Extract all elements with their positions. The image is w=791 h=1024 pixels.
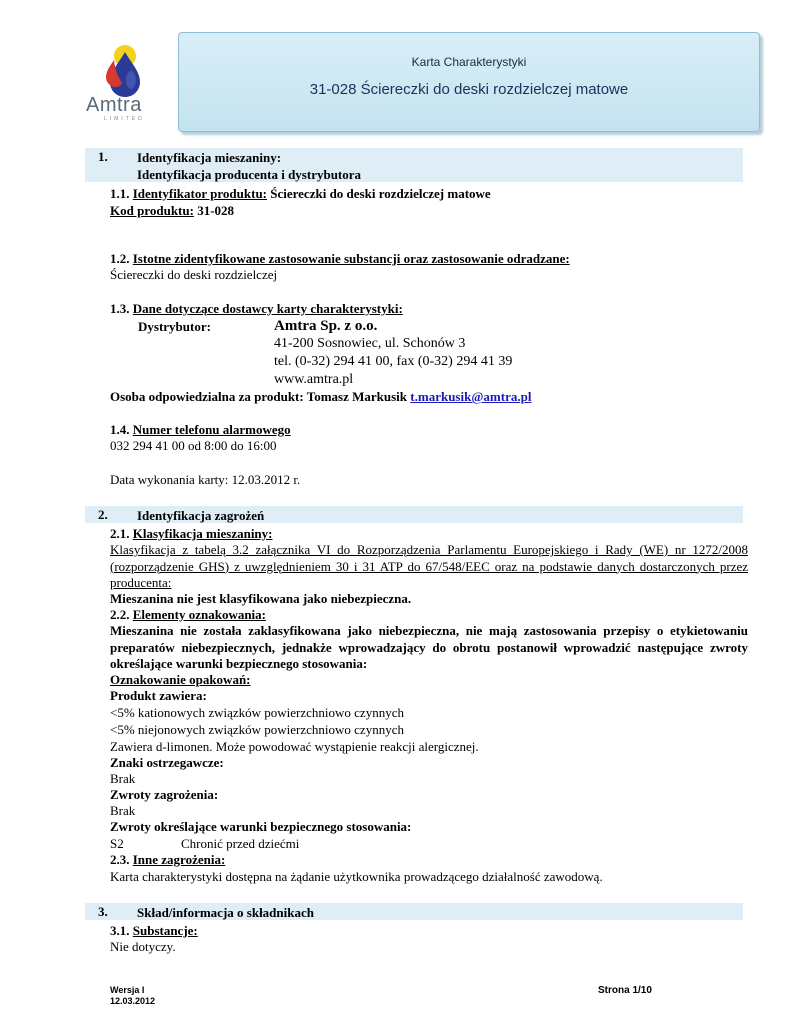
warning-signs-value: Brak (110, 771, 136, 786)
section-3-header (85, 903, 743, 920)
substances-value: Nie dotyczy. (110, 939, 176, 954)
sheet-date: Data wykonania karty: 12.03.2012 r. (110, 472, 301, 487)
footer-version: Wersja I (110, 985, 145, 995)
contains-label: Produkt zawiera: (110, 688, 207, 703)
classification-label: 2.1. Klasyfikacja mieszaniny: (110, 526, 273, 541)
amtra-logo (86, 42, 160, 122)
section-1-header (85, 148, 743, 182)
distributor-label: Dystrybutor: (138, 319, 211, 334)
risk-phrases-label: Zwroty zagrożenia: (110, 787, 219, 802)
contains-item: <5% niejonowych związków powierzchniowo czynnych (110, 722, 404, 737)
document-type: Karta Charakterystyki (411, 55, 527, 69)
identified-uses-value: Ściereczki do deski rozdzielczej (110, 267, 278, 282)
section-number: 1. (98, 149, 108, 164)
warning-signs-label: Znaki ostrzegawcze: (110, 755, 224, 770)
section-title: Skład/informacja o składnikach (137, 905, 314, 920)
emergency-phone-label: 1.4. Numer telefonu alarmowego (110, 422, 291, 437)
safety-phrase-code: S2 (110, 836, 124, 851)
section-number: 3. (98, 904, 108, 919)
other-hazards-text: Karta charakterystyki dostępna na żądanie użytkownika prowadzącego działalność zawodową. (110, 869, 603, 884)
section-number: 2. (98, 507, 108, 522)
safety-phrase-text: Chronić przed dziećmi (181, 836, 300, 851)
logo-subtext: LIMITED (104, 116, 145, 122)
document-header (178, 32, 760, 132)
label-elements-label: 2.2. Elementy oznakowania: (110, 607, 266, 622)
risk-phrases-value: Brak (110, 803, 136, 818)
distributor-phone: tel. (0-32) 294 41 00, fax (0-32) 294 41 39 (274, 354, 513, 369)
footer-page-number: Strona 1/10 (598, 985, 652, 996)
label-elements-text: Mieszanina nie została zaklasyfikowana jako niebezpieczna, nie mają zastosowania przepisy o etykietowaniu preparatów niebezpiecznych, jednakże wprowadzający do obrotu postanowił wprowadzić następujące zwroty określające warunki bezpiecznego stosowania: (110, 623, 748, 671)
section-title: Identyfikacja mieszaniny: Identyfikacja producenta i dystrybutora (137, 150, 362, 182)
document-title: 31-028 Ściereczki do deski rozdzielczej matowe (309, 81, 629, 98)
distributor-name: Amtra Sp. z o.o. (274, 318, 378, 334)
contains-item: <5% kationowych związków powierzchniowo czynnych (110, 705, 404, 720)
distributor-address: 41-200 Sosnowiec, ul. Schonów 3 (274, 336, 466, 351)
classification-result: Mieszanina nie jest klasyfikowana jako niebezpieczna. (110, 591, 412, 606)
identified-uses-label: 1.2. Istotne zidentyfikowane zastosowanie substancji oraz zastosowanie odradzane: (110, 251, 570, 266)
safety-phrases-label: Zwroty określające warunki bezpiecznego stosowania: (110, 819, 412, 834)
packaging-label: Oznakowanie opakowań: (110, 672, 251, 687)
distributor-website: www.amtra.pl (274, 372, 354, 387)
contains-item: Zawiera d-limonen. Może powodować wystąpienie reakcji alergicznej. (110, 739, 479, 754)
product-code: Kod produktu: 31-028 (110, 203, 235, 218)
responsible-email-link[interactable]: t.markusik@amtra.pl (410, 389, 532, 404)
classification-text: Klasyfikacja z tabelą 3.2 załącznika VI do Rozporządzenia Parlamentu Europejskiego i Rady (WE) nr 1272/2008 (rozporządzenie GHS) z uwzględnieniem 30 i 31 ATP do 67/548/EEC oraz na podstawie danych dostarczonych przez producenta: (110, 542, 748, 590)
section-title: Identyfikacja zagrożeń (137, 508, 265, 523)
substances-label: 3.1. Substancje: (110, 923, 198, 938)
supplier-details-label: 1.3. Dane dotyczące dostawcy karty charakterystyki: (110, 301, 403, 316)
responsible-person: Osoba odpowiedzialna za produkt: Tomasz Markusik t.markusik@amtra.pl (110, 389, 532, 404)
product-identifier: 1.1. Identyfikator produktu: Ściereczki do deski rozdzielczej matowe (110, 186, 491, 201)
emergency-phone-value: 032 294 41 00 od 8:00 do 16:00 (110, 438, 277, 453)
footer-date: 12.03.2012 (110, 996, 156, 1006)
other-hazards-label: 2.3. Inne zagrożenia: (110, 852, 226, 867)
section-2-header (85, 506, 743, 523)
logo-text: Amtra (86, 94, 142, 116)
